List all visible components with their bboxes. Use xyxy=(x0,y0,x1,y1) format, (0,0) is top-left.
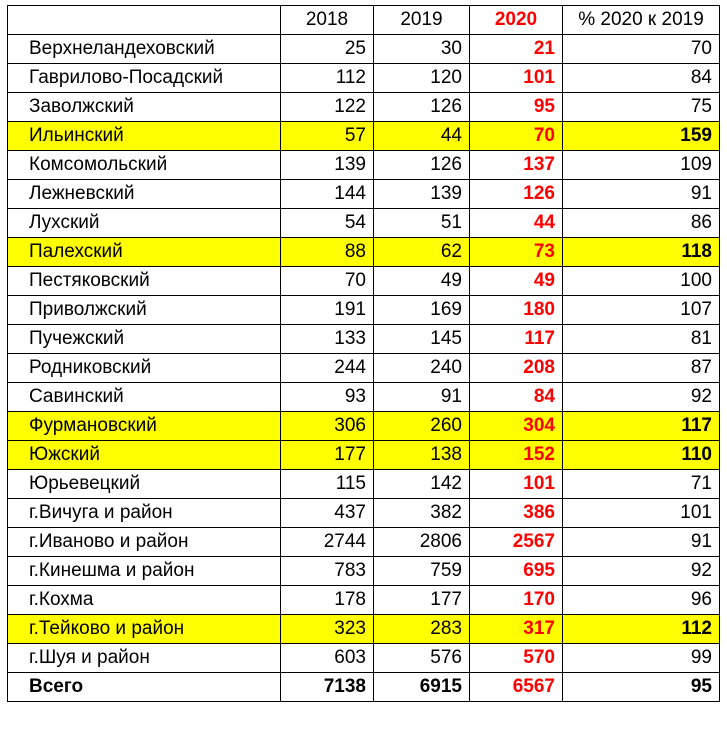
value-2018-cell[interactable]: 133 xyxy=(281,325,374,354)
value-2018-cell[interactable]: 93 xyxy=(281,383,374,412)
table-row xyxy=(8,470,720,499)
total-label-cell[interactable]: Всего xyxy=(8,673,281,702)
value-2018-cell[interactable]: 191 xyxy=(281,296,374,325)
pct-cell[interactable]: 110 xyxy=(563,441,720,470)
value-2020-cell[interactable]: 21 xyxy=(470,35,563,64)
value-2020-cell[interactable]: 137 xyxy=(470,151,563,180)
pct-cell[interactable]: 84 xyxy=(563,64,720,93)
value-2020-cell[interactable]: 126 xyxy=(470,180,563,209)
pct-cell[interactable]: 101 xyxy=(563,499,720,528)
header-blank-cell[interactable] xyxy=(8,6,281,35)
value-2019-cell[interactable]: 51 xyxy=(374,209,470,238)
value-2019-cell[interactable]: 169 xyxy=(374,296,470,325)
table-row xyxy=(8,557,720,586)
value-2019-cell[interactable]: 177 xyxy=(374,586,470,615)
value-2018-cell[interactable]: 177 xyxy=(281,441,374,470)
district-name-cell[interactable]: Пестяковский xyxy=(8,267,281,296)
value-2018-cell[interactable]: 112 xyxy=(281,64,374,93)
district-name-cell[interactable]: Лухский xyxy=(8,209,281,238)
value-2019-cell[interactable]: 126 xyxy=(374,93,470,122)
value-2020-cell[interactable]: 49 xyxy=(470,267,563,296)
value-2019-cell[interactable]: 49 xyxy=(374,267,470,296)
value-2019-cell[interactable]: 142 xyxy=(374,470,470,499)
value-2020-cell[interactable]: 180 xyxy=(470,296,563,325)
value-2019-cell[interactable]: 44 xyxy=(374,122,470,151)
value-2019-cell[interactable]: 138 xyxy=(374,441,470,470)
table-row-highlighted xyxy=(8,441,720,470)
district-name-cell[interactable]: Юрьевецкий xyxy=(8,470,281,499)
value-2020-cell[interactable]: 317 xyxy=(470,615,563,644)
pct-cell[interactable]: 81 xyxy=(563,325,720,354)
pct-cell[interactable]: 91 xyxy=(563,180,720,209)
value-2020-cell[interactable]: 44 xyxy=(470,209,563,238)
table-row xyxy=(8,209,720,238)
pct-cell[interactable]: 91 xyxy=(563,528,720,557)
pct-cell[interactable]: 100 xyxy=(563,267,720,296)
header-2019[interactable]: 2019 xyxy=(374,6,470,35)
value-2019-cell[interactable]: 576 xyxy=(374,644,470,673)
district-name-cell[interactable]: Гаврилово-Посадский xyxy=(8,64,281,93)
district-name-cell[interactable]: Пучежский xyxy=(8,325,281,354)
pct-cell[interactable]: 112 xyxy=(563,615,720,644)
table-row xyxy=(8,383,720,412)
district-name-cell[interactable]: г.Тейково и район xyxy=(8,615,281,644)
district-name-cell[interactable]: г.Кохма xyxy=(8,586,281,615)
header-pct[interactable]: % 2020 к 2019 xyxy=(563,6,720,35)
value-2018-cell[interactable]: 122 xyxy=(281,93,374,122)
value-2018-cell[interactable]: 323 xyxy=(281,615,374,644)
pct-cell[interactable]: 118 xyxy=(563,238,720,267)
district-name-cell[interactable]: г.Кинешма и район xyxy=(8,557,281,586)
value-2018-cell[interactable]: 88 xyxy=(281,238,374,267)
district-name-cell[interactable]: Верхнеландеховский xyxy=(8,35,281,64)
value-2020-cell[interactable]: 570 xyxy=(470,644,563,673)
total-2019-cell[interactable]: 6915 xyxy=(374,673,470,702)
district-name-cell[interactable]: Родниковский xyxy=(8,354,281,383)
table-row xyxy=(8,644,720,673)
district-name-cell[interactable]: Фурмановский xyxy=(8,412,281,441)
pct-cell[interactable]: 159 xyxy=(563,122,720,151)
total-row xyxy=(8,673,720,702)
table-row xyxy=(8,354,720,383)
value-2018-cell[interactable]: 178 xyxy=(281,586,374,615)
value-2019-cell[interactable]: 91 xyxy=(374,383,470,412)
pct-cell[interactable]: 92 xyxy=(563,557,720,586)
value-2019-cell[interactable]: 759 xyxy=(374,557,470,586)
pct-cell[interactable]: 87 xyxy=(563,354,720,383)
district-name-cell[interactable]: г.Иваново и район xyxy=(8,528,281,557)
value-2018-cell[interactable]: 306 xyxy=(281,412,374,441)
value-2020-cell[interactable]: 152 xyxy=(470,441,563,470)
district-name-cell[interactable]: Приволжский xyxy=(8,296,281,325)
table-row xyxy=(8,325,720,354)
pct-cell[interactable]: 70 xyxy=(563,35,720,64)
table-row xyxy=(8,64,720,93)
total-2018-cell[interactable]: 7138 xyxy=(281,673,374,702)
total-2020-cell[interactable]: 6567 xyxy=(470,673,563,702)
value-2018-cell[interactable]: 57 xyxy=(281,122,374,151)
table-row xyxy=(8,93,720,122)
district-name-cell[interactable]: Заволжский xyxy=(8,93,281,122)
value-2020-cell[interactable]: 386 xyxy=(470,499,563,528)
table-row-highlighted xyxy=(8,238,720,267)
table-row xyxy=(8,35,720,64)
value-2020-cell[interactable]: 73 xyxy=(470,238,563,267)
value-2019-cell[interactable]: 145 xyxy=(374,325,470,354)
value-2018-cell[interactable]: 437 xyxy=(281,499,374,528)
value-2019-cell[interactable]: 2806 xyxy=(374,528,470,557)
pct-cell[interactable]: 107 xyxy=(563,296,720,325)
value-2019-cell[interactable]: 120 xyxy=(374,64,470,93)
pct-cell[interactable]: 92 xyxy=(563,383,720,412)
value-2019-cell[interactable]: 139 xyxy=(374,180,470,209)
table-row xyxy=(8,528,720,557)
value-2019-cell[interactable]: 30 xyxy=(374,35,470,64)
pct-cell[interactable]: 86 xyxy=(563,209,720,238)
district-name-cell[interactable]: Палехский xyxy=(8,238,281,267)
value-2020-cell[interactable]: 2567 xyxy=(470,528,563,557)
value-2020-cell[interactable]: 70 xyxy=(470,122,563,151)
district-name-cell[interactable]: г.Вичуга и район xyxy=(8,499,281,528)
district-name-cell[interactable]: Савинский xyxy=(8,383,281,412)
table-row-highlighted xyxy=(8,412,720,441)
district-name-cell[interactable]: Комсомольский xyxy=(8,151,281,180)
value-2018-cell[interactable]: 603 xyxy=(281,644,374,673)
pct-cell[interactable]: 71 xyxy=(563,470,720,499)
value-2020-cell[interactable]: 208 xyxy=(470,354,563,383)
value-2018-cell[interactable]: 70 xyxy=(281,267,374,296)
pct-cell[interactable]: 75 xyxy=(563,93,720,122)
value-2018-cell[interactable]: 115 xyxy=(281,470,374,499)
value-2019-cell[interactable]: 126 xyxy=(374,151,470,180)
total-pct-cell[interactable]: 95 xyxy=(563,673,720,702)
district-name-cell[interactable]: Ильинский xyxy=(8,122,281,151)
header-2018[interactable]: 2018 xyxy=(281,6,374,35)
district-name-cell[interactable]: г.Шуя и район xyxy=(8,644,281,673)
value-2020-cell[interactable]: 101 xyxy=(470,470,563,499)
spreadsheet xyxy=(7,5,720,702)
pct-cell[interactable]: 109 xyxy=(563,151,720,180)
value-2018-cell[interactable]: 144 xyxy=(281,180,374,209)
table-row xyxy=(8,267,720,296)
header-row xyxy=(8,6,720,35)
district-name-cell[interactable]: Лежневский xyxy=(8,180,281,209)
value-2018-cell[interactable]: 54 xyxy=(281,209,374,238)
pct-cell[interactable]: 99 xyxy=(563,644,720,673)
table-row xyxy=(8,499,720,528)
header-2020[interactable]: 2020 xyxy=(470,6,563,35)
value-2019-cell[interactable]: 260 xyxy=(374,412,470,441)
value-2018-cell[interactable]: 139 xyxy=(281,151,374,180)
table-row-highlighted xyxy=(8,122,720,151)
district-name-cell[interactable]: Южский xyxy=(8,441,281,470)
value-2020-cell[interactable]: 95 xyxy=(470,93,563,122)
value-2020-cell[interactable]: 170 xyxy=(470,586,563,615)
table-row-highlighted xyxy=(8,615,720,644)
value-2018-cell[interactable]: 2744 xyxy=(281,528,374,557)
value-2020-cell[interactable]: 304 xyxy=(470,412,563,441)
pct-cell[interactable]: 96 xyxy=(563,586,720,615)
table-row xyxy=(8,296,720,325)
table-body xyxy=(8,35,720,702)
value-2020-cell[interactable]: 117 xyxy=(470,325,563,354)
value-2019-cell[interactable]: 382 xyxy=(374,499,470,528)
value-2019-cell[interactable]: 62 xyxy=(374,238,470,267)
table-row xyxy=(8,180,720,209)
value-2018-cell[interactable]: 783 xyxy=(281,557,374,586)
value-2019-cell[interactable]: 283 xyxy=(374,615,470,644)
value-2018-cell[interactable]: 25 xyxy=(281,35,374,64)
value-2018-cell[interactable]: 244 xyxy=(281,354,374,383)
data-table xyxy=(7,5,720,702)
table-row xyxy=(8,151,720,180)
pct-cell[interactable]: 117 xyxy=(563,412,720,441)
value-2020-cell[interactable]: 101 xyxy=(470,64,563,93)
value-2020-cell[interactable]: 84 xyxy=(470,383,563,412)
value-2020-cell[interactable]: 695 xyxy=(470,557,563,586)
value-2019-cell[interactable]: 240 xyxy=(374,354,470,383)
table-row xyxy=(8,586,720,615)
